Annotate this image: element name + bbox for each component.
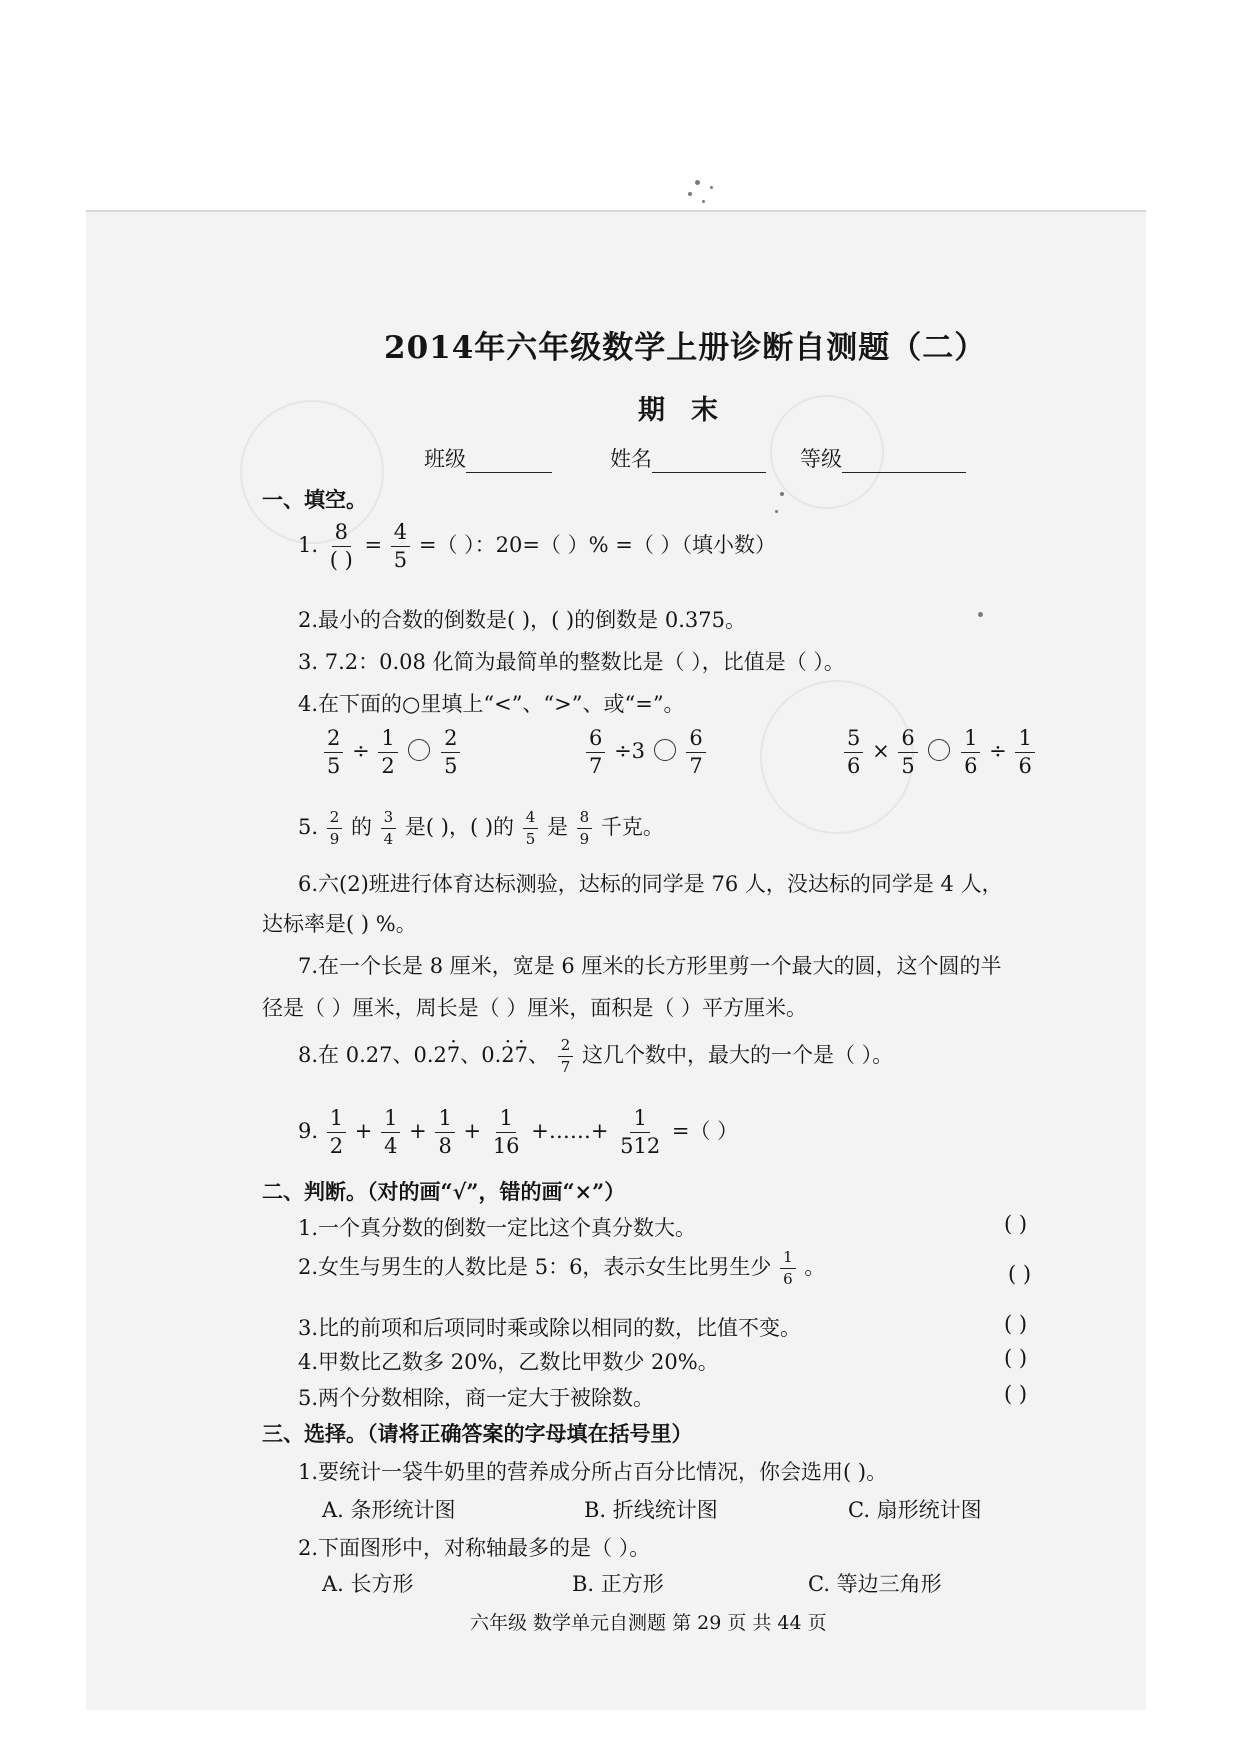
question-1-1: 1. $\frac{8}{( )}$ = $\frac{4}{5}$ =（ ）：20=（ ）% =（ ）（填小数） [298, 520, 777, 572]
fraction: $\frac{1}{4}$ [381, 1108, 400, 1157]
question-1-5: 5. $\frac{2}{9}$ 的 $\frac{3}{4}$ 是( )，( )的 $\frac{4}{5}$ 是 $\frac{8}{9}$ 千克。 [298, 808, 664, 848]
fraction: $\frac{1}{6}$ [961, 728, 980, 777]
grade-blank[interactable] [842, 450, 966, 473]
choice-option-b[interactable]: B. 正方形 [572, 1572, 664, 1596]
question-1-4: 4.在下面的○里填上“<”、“>”、或“=”。 [298, 692, 685, 716]
compare-expression-c: $\frac{5}{6}$ × $\frac{6}{5}$ $\frac{1}{6}$ ÷ $\frac{1}{6}$ [842, 728, 1037, 777]
fraction: $\frac{2}{7}$ [558, 1038, 574, 1075]
fraction: $\frac{4}{5}$ [523, 810, 539, 847]
section2-heading: 二、判断。（对的画“√”，错的画“×”） [262, 1179, 626, 1204]
judge-answer-paren[interactable]: ( ) [1004, 1382, 1028, 1406]
print-speck [695, 180, 700, 185]
question-1-8: 8.在 0.27、0.27 ·、0.2 ·7 ·、 $\frac{2}{7}$ 这几个数中，最大的一个是（ ）。 [298, 1038, 893, 1075]
fraction: $\frac{6}{7}$ [586, 728, 605, 777]
class-blank[interactable] [466, 450, 552, 473]
choice-option-b[interactable]: B. 折线统计图 [584, 1498, 718, 1522]
fraction: $\frac{1}{512}$ [620, 1106, 661, 1158]
page-footer: 六年级 数学单元自测题 第 29 页 共 44 页 [470, 1612, 827, 1634]
page-subtitle: 期末 [638, 395, 744, 426]
print-speck [702, 200, 705, 203]
judge-answer-paren[interactable]: ( ) [1008, 1262, 1032, 1286]
section3-heading: 三、选择。（请将正确答案的字母填在括号里） [262, 1421, 693, 1446]
judge-item-2: 2.女生与男生的人数比是 5：6，表示女生比男生少 $\frac{1}{6}$ 。 [298, 1248, 826, 1288]
judge-item-3: 3.比的前项和后项同时乘或除以相同的数，比值不变。 [298, 1316, 802, 1340]
choice-option-c[interactable]: C. 扇形统计图 [848, 1498, 982, 1522]
fraction: $\frac{5}{6}$ [844, 728, 863, 777]
fraction: $\frac{1}{2}$ [378, 728, 397, 777]
question-1-3: 3. 7.2：0.08 化简为最简单的整数比是（ ），比值是（ ）。 [298, 650, 845, 674]
fraction: $\frac{4}{5}$ [391, 522, 410, 571]
name-field[interactable] [610, 443, 766, 473]
judge-answer-paren[interactable]: ( ) [1004, 1346, 1028, 1370]
fraction: $\frac{1}{6}$ [780, 1250, 796, 1287]
print-speck [780, 492, 784, 496]
fraction: $\frac{1}{16}$ [492, 1106, 520, 1158]
judge-item-5: 5.两个分数相除，商一定大于被除数。 [298, 1386, 655, 1410]
compare-circle-blank[interactable] [654, 739, 676, 761]
sheet-top-edge [86, 210, 1146, 212]
question-1-6-line2: 达标率是( ) %。 [262, 912, 417, 936]
page-title: 2014年六年级数学上册诊断自测题（二） [384, 330, 987, 366]
judge-answer-paren[interactable]: ( ) [1004, 1212, 1028, 1236]
judge-answer-paren[interactable]: ( ) [1004, 1312, 1028, 1336]
fraction: $\frac{1}{8}$ [435, 1108, 454, 1157]
name-label: 姓名 [610, 447, 652, 471]
print-speck [978, 612, 983, 617]
name-blank[interactable] [652, 450, 766, 473]
print-speck [775, 510, 778, 513]
fraction: $\frac{2}{5}$ [324, 728, 343, 777]
compare-expression-a: $\frac{2}{5}$ ÷ $\frac{1}{2}$ $\frac{2}{5}$ [322, 728, 462, 777]
compare-circle-blank[interactable] [928, 739, 950, 761]
compare-circle-blank[interactable] [408, 739, 430, 761]
class-field[interactable] [424, 443, 552, 473]
question-1-7-line1: 7.在一个长是 8 厘米，宽是 6 厘米的长方形里剪一个最大的圆，这个圆的半 [298, 954, 1002, 978]
judge-item-1: 1.一个真分数的倒数一定比这个真分数大。 [298, 1216, 697, 1240]
print-speck [710, 186, 713, 189]
fraction: $\frac{2}{5}$ [441, 728, 460, 777]
fraction: $\frac{8}{9}$ [577, 810, 593, 847]
choice-option-a[interactable]: A. 长方形 [322, 1572, 414, 1596]
choice-question-2: 2.下面图形中，对称轴最多的是（ ）。 [298, 1536, 651, 1560]
grade-field[interactable] [800, 443, 966, 473]
class-label: 班级 [424, 447, 466, 471]
question-1-7-line2: 径是（ ）厘米，周长是（ ）厘米，面积是（ ）平方厘米。 [262, 996, 808, 1020]
judge-item-4: 4.甲数比乙数多 20%，乙数比甲数少 20%。 [298, 1350, 719, 1374]
fraction: $\frac{1}{6}$ [1015, 728, 1034, 777]
choice-option-a[interactable]: A. 条形统计图 [322, 1498, 456, 1522]
fraction: $\frac{2}{9}$ [327, 810, 343, 847]
question-1-2: 2.最小的合数的倒数是( )，( )的倒数是 0.375。 [298, 608, 746, 632]
grade-label: 等级 [800, 447, 842, 471]
print-speck [688, 192, 692, 196]
fraction: $\frac{6}{5}$ [898, 728, 917, 777]
fraction: $\frac{8}{( )}$ [329, 520, 353, 572]
choice-option-c[interactable]: C. 等边三角形 [808, 1572, 942, 1596]
question-1-6-line1: 6.六(2)班进行体育达标测验，达标的同学是 76 人，没达标的同学是 4 人， [298, 872, 1003, 896]
section1-heading: 一、填空。 [262, 487, 367, 512]
choice-question-1: 1.要统计一袋牛奶里的营养成分所占百分比情况，你会选用( )。 [298, 1460, 888, 1484]
fraction: $\frac{3}{4}$ [381, 810, 397, 847]
fraction: $\frac{1}{2}$ [327, 1108, 346, 1157]
compare-expression-b: $\frac{6}{7}$ ÷3 $\frac{6}{7}$ [584, 728, 708, 777]
question-1-9: 9. $\frac{1}{2}$ + $\frac{1}{4}$ + $\frac{1}{8}$ + $\frac{1}{16}$ +……+ $\frac{1}{512}$ =（ ） [298, 1106, 739, 1158]
fraction: $\frac{6}{7}$ [686, 728, 705, 777]
